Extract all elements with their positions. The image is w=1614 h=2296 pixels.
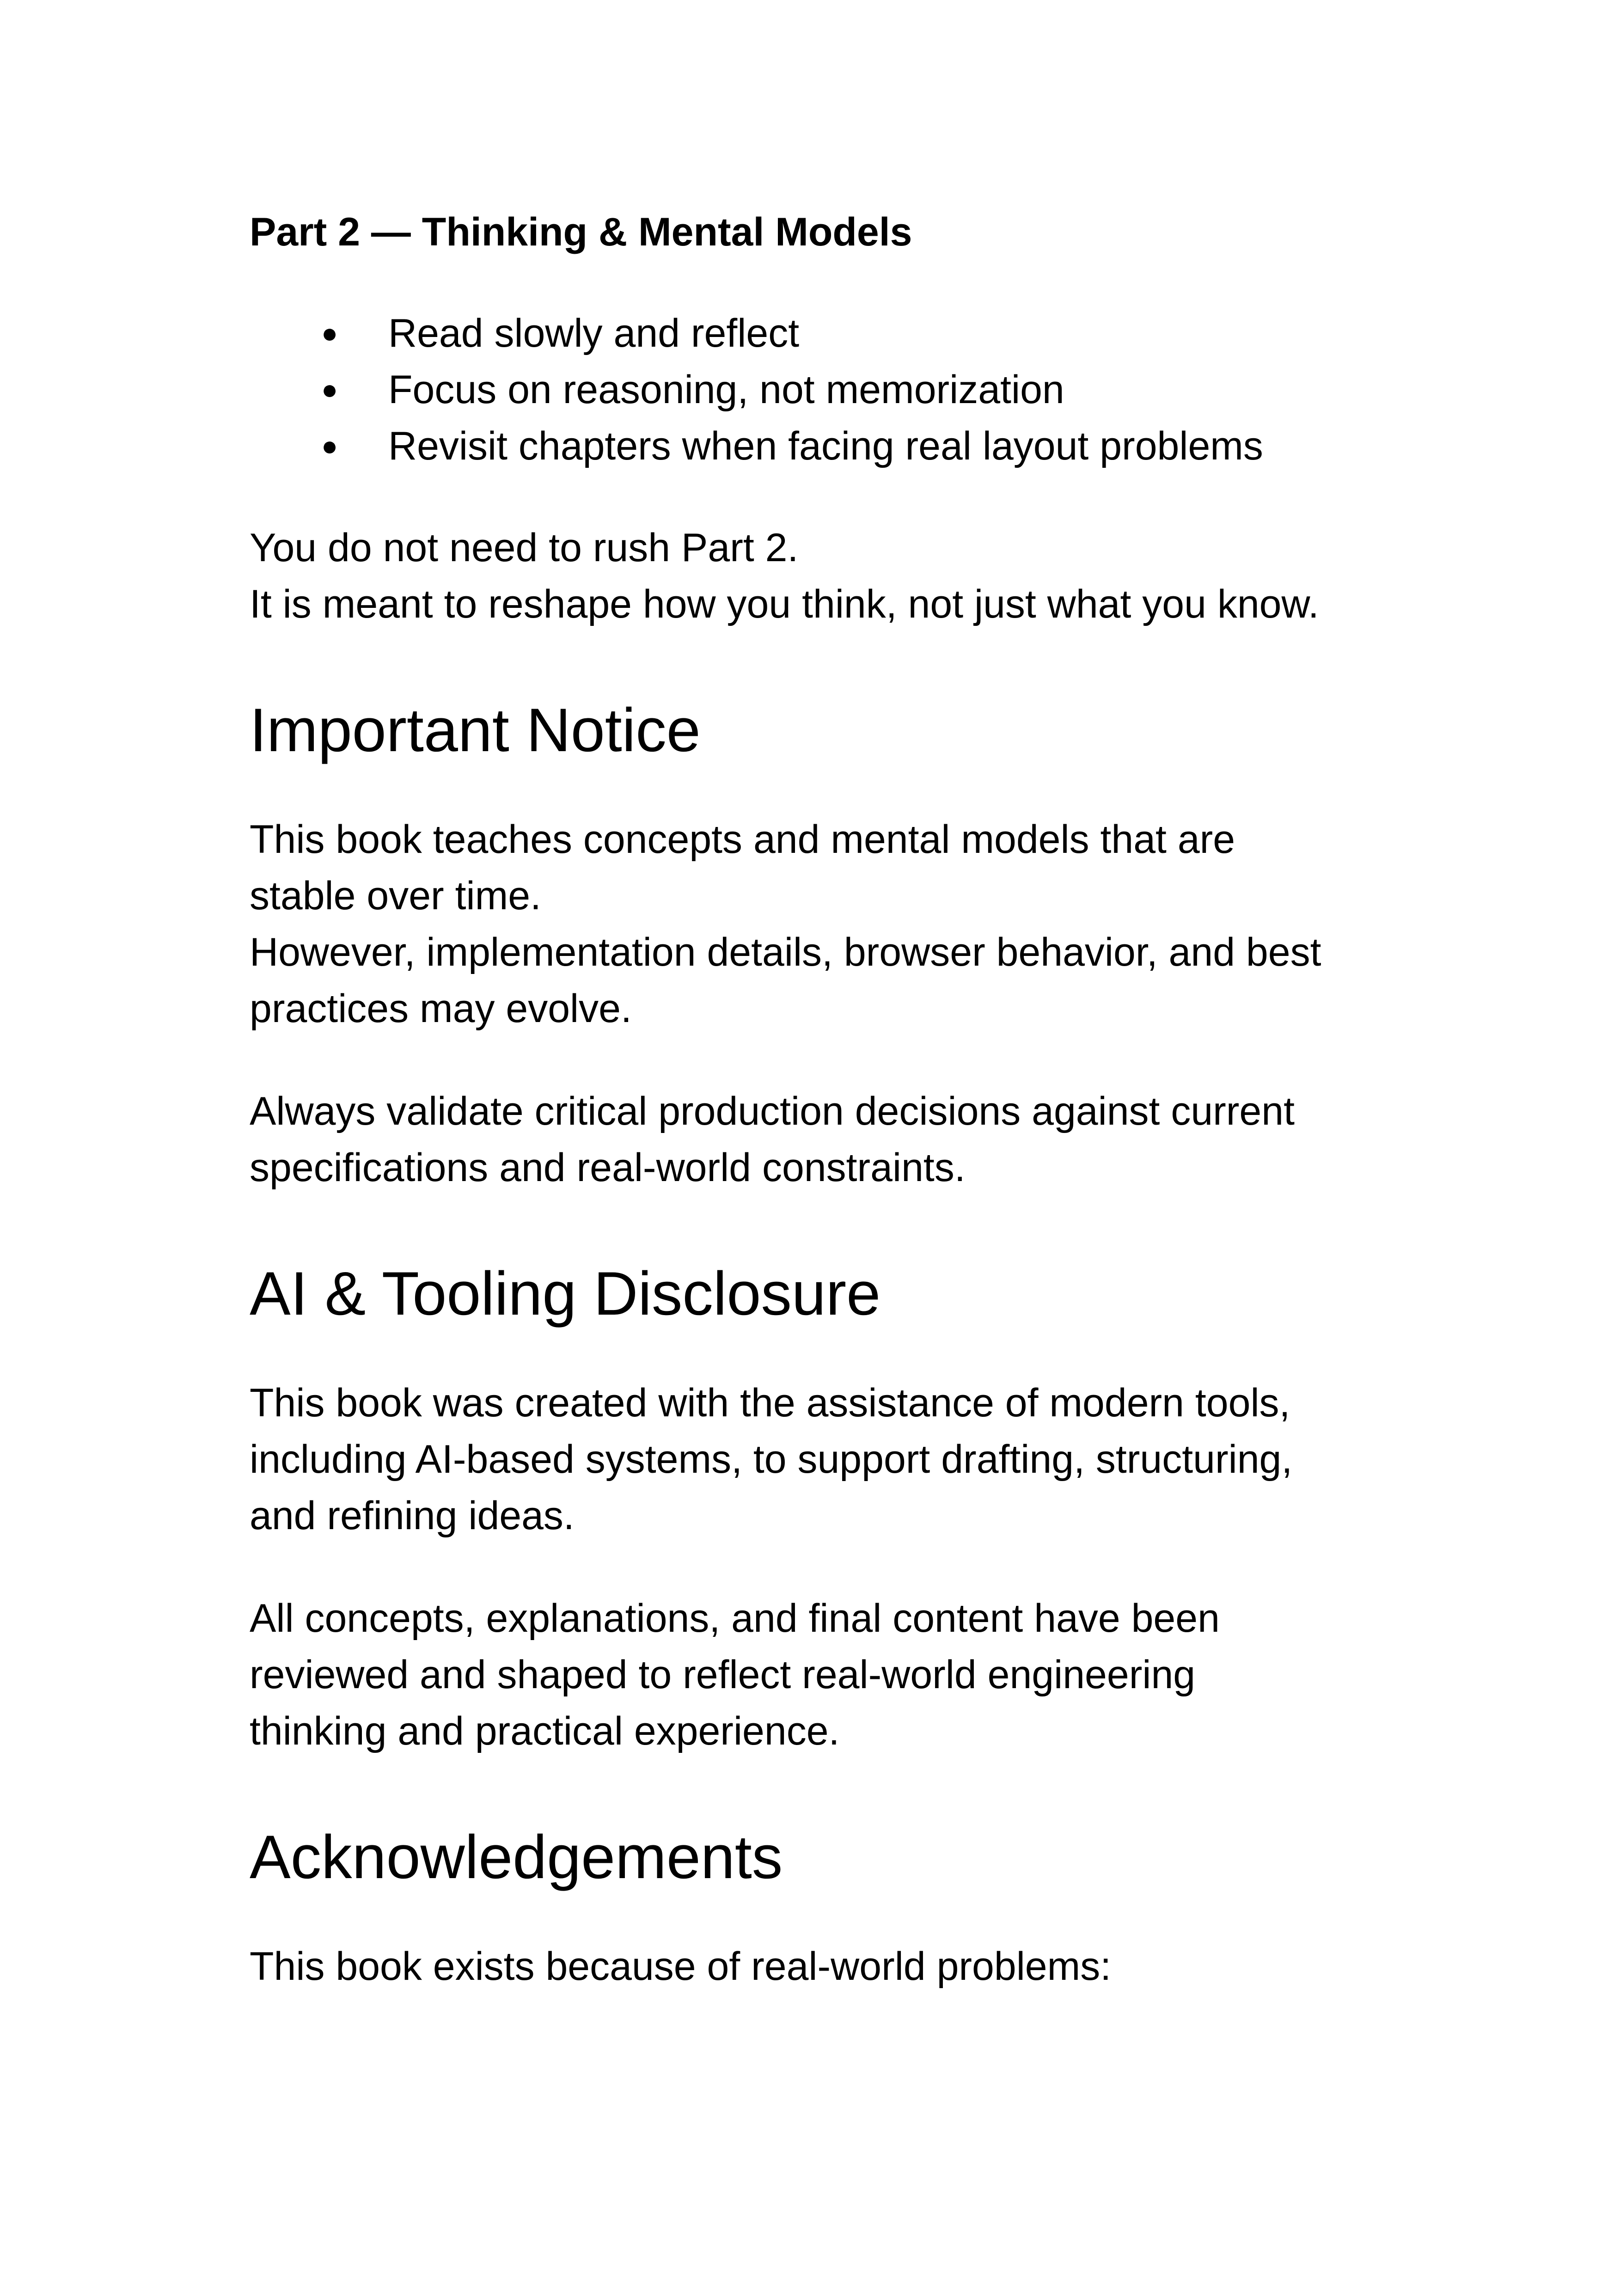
text-line: This book was created with the assistance of modern tools, — [250, 1381, 1290, 1425]
important-notice-heading: Important Notice — [250, 696, 701, 765]
text-line: thinking and practical experience. — [250, 1709, 840, 1753]
text-line: stable over time. — [250, 874, 541, 918]
bullet-icon: ● — [321, 430, 338, 461]
text-line: Always validate critical production decisions against current — [250, 1089, 1295, 1133]
list-item-text: Read slowly and reflect — [388, 311, 800, 355]
text-line: reviewed and shaped to reflect real-world engineering — [250, 1653, 1196, 1697]
part2-bullet-list — [250, 305, 1433, 474]
text-line: specifications and real-world constraints. — [250, 1145, 966, 1190]
acknowledgements-heading: Acknowledgements — [250, 1823, 783, 1892]
text-line: including AI-based systems, to support drafting, structuring, — [250, 1437, 1293, 1482]
text-line: practices may evolve. — [250, 986, 632, 1031]
important-notice-paragraph-2 — [250, 1083, 1433, 1196]
list-item — [250, 305, 1433, 361]
part2-heading: Part 2 — Thinking & Mental Models — [250, 210, 912, 254]
ai-disclosure-paragraph-1 — [250, 1375, 1433, 1544]
important-notice-paragraph-1 — [250, 811, 1433, 1037]
ai-disclosure-paragraph-2 — [250, 1590, 1433, 1759]
text-line: This book teaches concepts and mental models that are — [250, 817, 1235, 862]
text-line: It is meant to reshape how you think, not just what you know. — [250, 582, 1319, 626]
text-line: However, implementation details, browser behavior, and best — [250, 930, 1321, 974]
bullet-icon: ● — [321, 374, 338, 405]
list-item — [250, 418, 1433, 474]
page-content — [250, 203, 1433, 1995]
bullet-icon: ● — [321, 318, 338, 349]
ai-disclosure-heading: AI & Tooling Disclosure — [250, 1260, 881, 1328]
text-line: You do not need to rush Part 2. — [250, 526, 799, 570]
list-item-text: Revisit chapters when facing real layout problems — [388, 424, 1263, 468]
text-line: All concepts, explanations, and final content have been — [250, 1596, 1220, 1641]
list-item-text: Focus on reasoning, not memorization — [388, 367, 1064, 412]
acknowledgements-paragraph-1 — [250, 1938, 1433, 1995]
list-item — [250, 361, 1433, 418]
text-line: and refining ideas. — [250, 1494, 575, 1538]
part2-note — [250, 520, 1433, 632]
text-line: This book exists because of real-world problems: — [250, 1944, 1112, 1989]
